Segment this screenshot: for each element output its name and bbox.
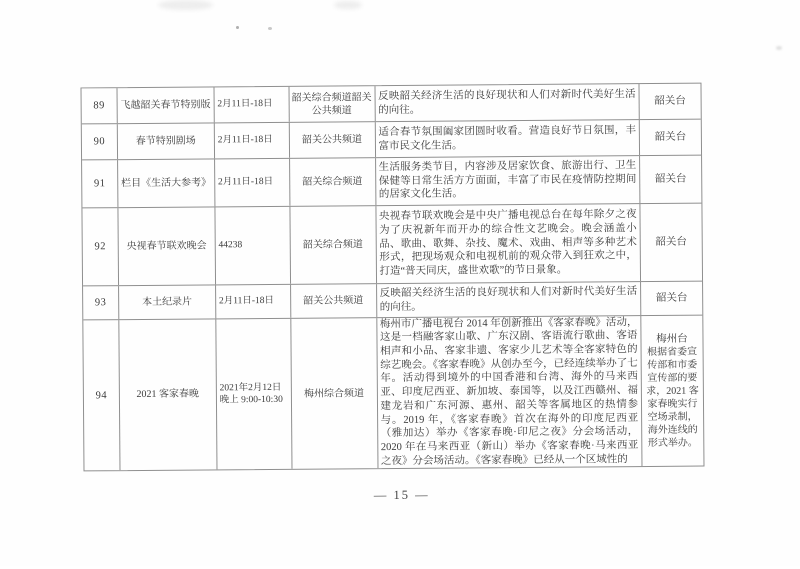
station-cell — [640, 120, 701, 155]
channel-cell: 韶关综合频道 — [290, 158, 376, 206]
description-cell — [377, 282, 642, 317]
air-date-cell: 44238 — [215, 207, 290, 285]
channel-cell: 韶关公共频道 — [291, 284, 377, 318]
description-cell — [375, 84, 640, 121]
program-name-cell: 飞越韶关春节特别版 — [117, 87, 214, 123]
row-index-cell: 91 — [82, 160, 118, 207]
table-row — [83, 282, 702, 321]
station-cell — [640, 84, 701, 119]
row-index-cell: 94 — [83, 320, 120, 470]
station-cell — [641, 204, 703, 281]
program-name-cell: 央视春节联欢晚会 — [118, 207, 215, 285]
description-text: 央视春节联欢晚会是中央广播电视总台在每年除夕之夜为了庆祝新年而开办的综合性文艺晚会。晚会涵盖小品、歌曲、歌舞、杂技、魔术、戏曲、相声等多种艺术形式，把现场观众和电视机前的观众带入到狂欢之中，打造“普天同庆，盛世欢歌”的节日景象。 — [378, 209, 637, 278]
description-cell — [376, 204, 641, 283]
description-cell — [376, 156, 641, 205]
description-text: 反映韶关经济生活的良好现状和人们对新时代美好生活的向往。 — [379, 285, 638, 313]
row-index-cell: 92 — [82, 208, 119, 285]
air-date-cell: 2月11日-18日 — [216, 285, 291, 319]
channel-cell: 韶关公共频道 — [289, 122, 375, 158]
table-row — [83, 316, 703, 471]
station-note: 根据省委宣传部和市委宣传部的要求，2021 客家春晚实行空场录制，海外连线的形式举办。 — [646, 346, 699, 449]
station-name: 梅州台 — [656, 333, 688, 345]
channel-cell: 韶关综合频道韶关公共频道 — [289, 86, 375, 122]
table-row — [82, 204, 702, 287]
row-index-cell: 89 — [82, 88, 118, 123]
station-name: 韶关台 — [654, 173, 687, 185]
description-text: 梅州市广播电视台 2014 年创新推出《客家春晚》活动，这是一档融客家山歌、广东汉剧、客语流行歌曲、客语相声和小品、客家非遗、客家少儿艺术等全客家特色的综艺晚会。《客家春晚》从创办至今，已经连续举办了七年。活动得到境外的中国香港和台湾、海外的马来西亚、印度尼西亚、新加坡、泰国等，以及江西赣州、福建龙岩和广东河源、惠州、韶关等客属地区的热情参与。2019 年，《客家春晚》首次在海外的印度尼西亚（雅加达）举办《客家春晚·印尼之夜》分会场活动，2020 年在马来西亚（新山）举办《客家春晚·马来西亚之夜》分会场活动。《客家春晚》已经从一个区域性的 — [379, 316, 639, 467]
station-cell — [641, 316, 703, 466]
station-cell — [641, 282, 702, 315]
program-name-cell: 2021 客家春晚 — [119, 319, 217, 470]
row-index-cell: 90 — [82, 124, 118, 159]
air-date-cell: 2月11日-18日 — [214, 87, 289, 123]
program-name-cell: 本土纪录片 — [119, 285, 216, 319]
program-schedule-table — [80, 83, 704, 472]
channel-cell: 韶关综合频道 — [290, 206, 376, 284]
station-cell — [640, 156, 701, 203]
station-name: 韶关台 — [654, 95, 686, 107]
air-date-cell: 2月11日-18日 — [215, 123, 290, 159]
description-text: 生活服务类节目，内容涉及居家饮食、旅游出行、卫生保健等日常生活方方面面，丰富了市民在疫情防控期间的居家文化生活。 — [378, 160, 637, 201]
channel-cell: 梅州综合频道 — [291, 318, 378, 469]
row-index-cell: 93 — [83, 286, 119, 319]
description-cell — [377, 316, 643, 468]
station-name: 韶关台 — [655, 236, 688, 248]
table-row — [82, 156, 701, 209]
air-date-cell: 2月11日-18日 — [215, 159, 290, 207]
station-name: 韶关台 — [654, 131, 687, 143]
table-row — [82, 120, 701, 161]
page-number: — 15 — — [373, 487, 430, 503]
description-cell — [375, 120, 640, 157]
air-date-cell: 2021年2月12日晚上 9:00-10:30 — [216, 319, 292, 470]
station-name: 韶关台 — [655, 292, 688, 304]
description-text: 适合春节氛围阖家团圆时收看。营造良好节日氛围，丰富市民文化生活。 — [378, 124, 636, 152]
program-name-cell: 栏目《生活大参考》 — [118, 159, 215, 207]
table-row — [82, 84, 701, 125]
description-text: 反映韶关经济生活的良好现状和人们对新时代美好生活的向往。 — [378, 88, 636, 116]
program-name-cell: 春节特别剧场 — [118, 123, 215, 159]
